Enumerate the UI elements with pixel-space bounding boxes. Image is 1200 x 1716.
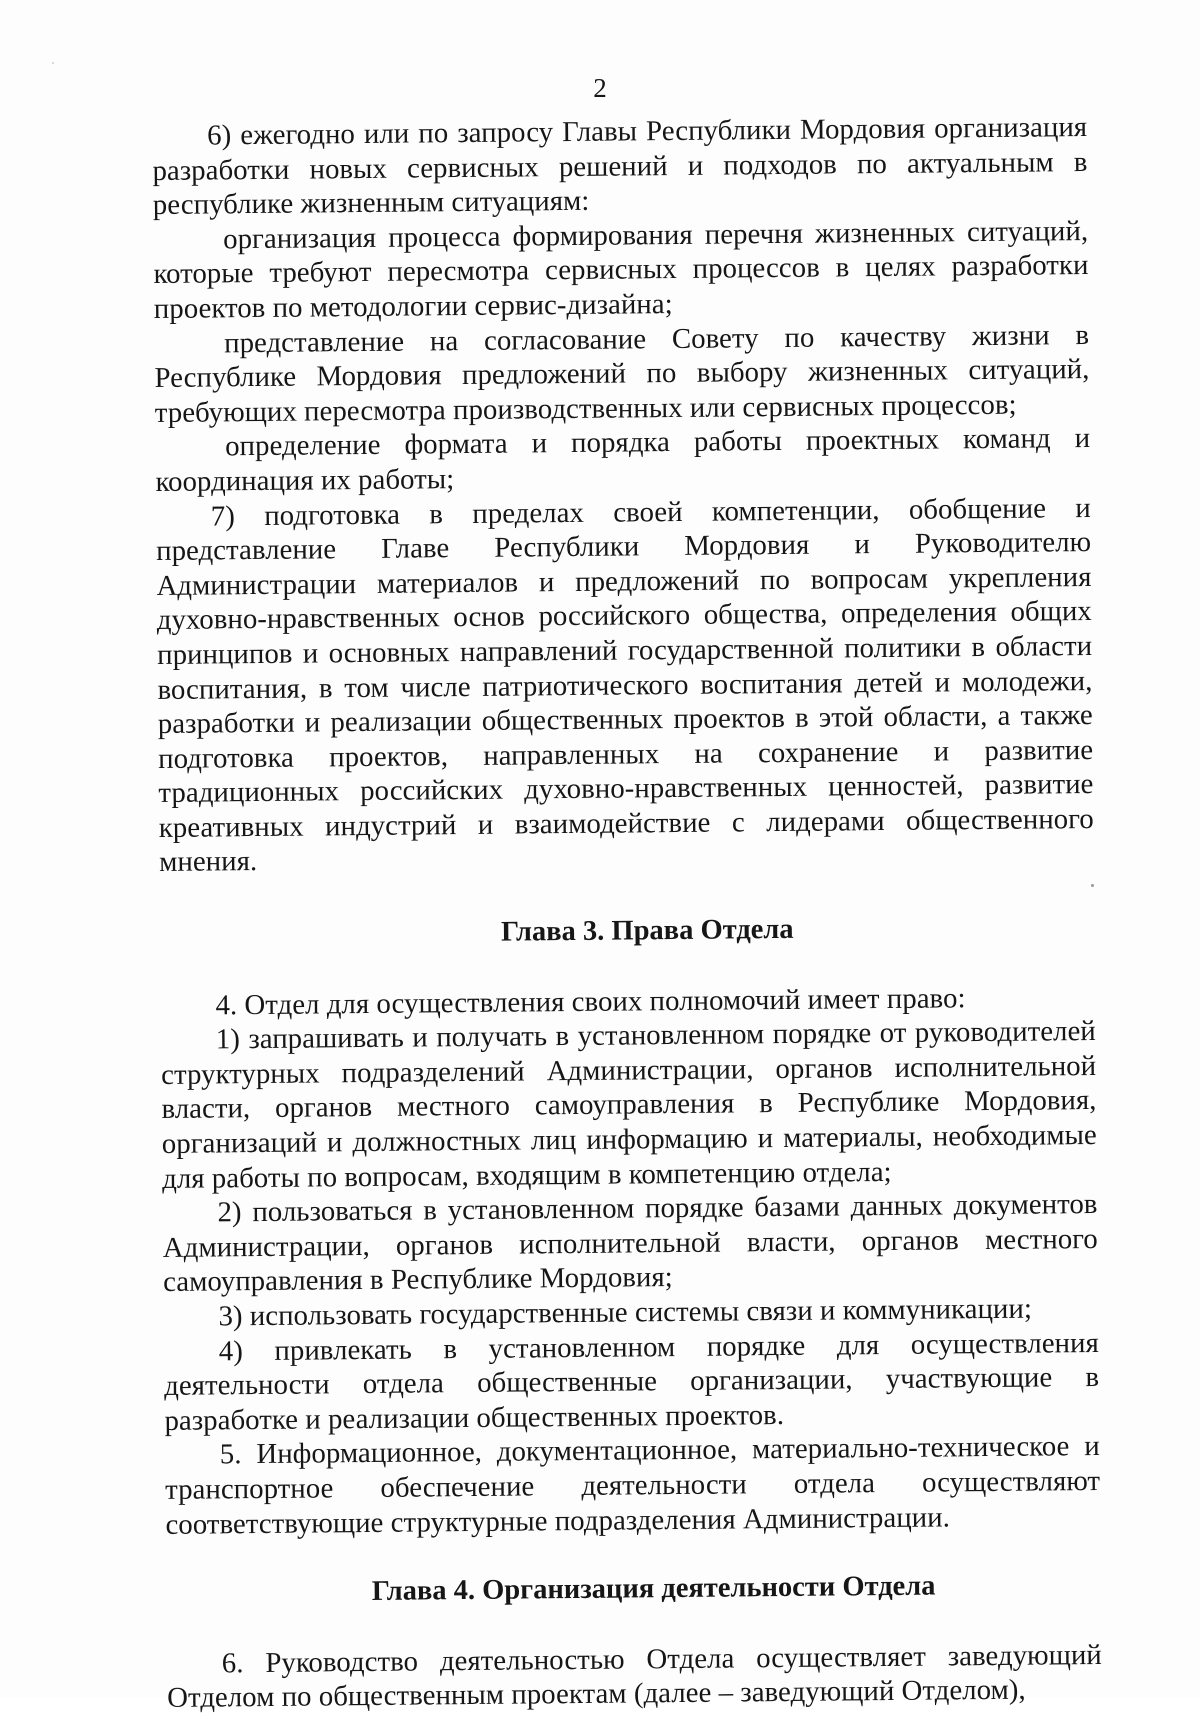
page-number: 2 bbox=[593, 73, 607, 103]
paragraph-subitem: организация процесса формирования перечня жизненных ситуаций, которые требуют пересмотра сервисных процессов в целях разработки проектов по методологии сервис-дизайна; bbox=[153, 214, 1089, 325]
paragraph-subitem: определение формата и порядка работы проектных команд и координация их работы; bbox=[155, 422, 1091, 498]
scan-speck bbox=[52, 62, 54, 64]
paragraph-right-1: 1) запрашивать и получать в установленном порядке от руководителей структурных подразделений Администрации, органов исполнительной власти, органов местного самоуправления в Республике Мордовия, организаций и должностных лиц информацию и материалы, необходимые для работы по вопросам, входящим в компетенцию отдела; bbox=[161, 1015, 1097, 1195]
paragraph-item-7: 7) подготовка в пределах своей компетенции, обобщение и представление Главе Республики Мордовия и Руководителю Администрации материалов и предложений по вопросам укрепления духовно-нравственных основ российского общества, определения общих принципов и основных направлений государственной политики в области воспитания, в том числе патриотического воспитания детей и молодежи, разработки и реализации общественных проектов в этой области, а также подготовка проектов, направленных на сохранение и развитие традиционных российских духовно-нравственных ценностей, развитие креативных индустрий и взаимодействие с лидерами общественного мнения. bbox=[155, 491, 1094, 879]
chapter-4-heading: Глава 4. Организация деятельности Отдела bbox=[371, 1570, 936, 1608]
document-body bbox=[152, 110, 1102, 1716]
paragraph-item-6: 6) ежегодно или по запросу Главы Республики Мордовия организация разработки новых сервисных решений и подходов по актуальным в республике жизненным ситуациям: bbox=[152, 111, 1088, 222]
chapter-3-heading: Глава 3. Права Отдела bbox=[500, 913, 794, 948]
paragraph-section-4: 4. Отдел для осуществления своих полномочий имеет право: bbox=[215, 981, 966, 1022]
paragraph-right-2: 2) пользоваться в установленном порядке базами данных документов Администрации, органов исполнительной власти, органов местного самоуправления в Республике Мордовия; bbox=[162, 1188, 1098, 1299]
paragraph-section-6: 6. Руководство деятельностью Отдела осуществляет заведующий Отделом по общественным проектам (далее – заведующий Отделом), bbox=[167, 1638, 1102, 1715]
paragraph-right-4: 4) привлекать в установленном порядке для осуществления деятельности отдела общественные организации, участвующие в разработке и реализации общественных проектов. bbox=[164, 1326, 1100, 1437]
paragraph-section-5: 5. Информационное, документационное, материально-техническое и транспортное обеспечение деятельности отдела осуществляют соответствующие структурные подразделения Администрации. bbox=[165, 1430, 1101, 1541]
paragraph-subitem: представление на согласование Совету по качеству жизни в Республике Мордовия предложений по выбору жизненных ситуаций, требующих пересмотра производственных или сервисных процессов; bbox=[154, 318, 1090, 429]
paragraph-right-3: 3) использовать государственные системы связи и коммуникации; bbox=[218, 1292, 1033, 1333]
